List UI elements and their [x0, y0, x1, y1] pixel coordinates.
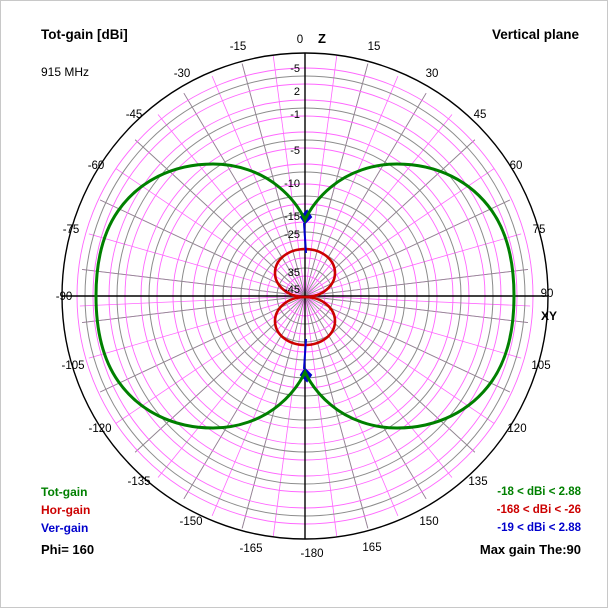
- svg-text:-105: -105: [61, 360, 85, 372]
- legend-ver-gain: Ver-gain: [41, 521, 89, 535]
- xy-axis-label: XY: [541, 309, 558, 323]
- svg-text:-120: -120: [88, 423, 112, 435]
- svg-text:-45: -45: [284, 284, 300, 296]
- svg-text:30: 30: [425, 68, 439, 80]
- phi-label: Phi= 160: [41, 542, 95, 557]
- svg-text:35: 35: [287, 267, 300, 279]
- z-axis-label: Z: [318, 31, 326, 46]
- svg-text:-10: -10: [284, 178, 300, 190]
- svg-text:120: 120: [507, 423, 527, 435]
- legend-tot-gain: Tot-gain: [41, 485, 88, 499]
- svg-text:90: 90: [540, 288, 554, 300]
- svg-text:-30: -30: [173, 68, 191, 80]
- radial-tick-labels: [284, 63, 300, 296]
- svg-text:165: 165: [362, 542, 382, 554]
- svg-text:60: 60: [509, 160, 523, 172]
- svg-text:-15: -15: [229, 41, 247, 53]
- svg-text:105: 105: [531, 360, 551, 372]
- svg-text:135: 135: [468, 476, 488, 488]
- max-gain-label: Max gain The:90: [479, 542, 581, 557]
- svg-text:-165: -165: [239, 543, 263, 555]
- svg-text:-1: -1: [290, 109, 300, 121]
- range-tot-gain: -18 < dBi < 2.88: [497, 486, 581, 498]
- svg-text:-25: -25: [284, 229, 300, 241]
- frequency-label: 915 MHz: [41, 65, 90, 79]
- plane-title: Vertical plane: [491, 27, 579, 42]
- svg-text:2: 2: [293, 86, 300, 98]
- svg-text:0: 0: [296, 34, 304, 46]
- svg-text:-5: -5: [290, 145, 300, 157]
- page-title: Tot-gain [dBi]: [41, 27, 128, 42]
- svg-text:-90: -90: [55, 291, 73, 303]
- svg-text:-60: -60: [87, 160, 105, 172]
- svg-text:45: 45: [473, 109, 487, 121]
- range-hor-gain: -168 < dBi < -26: [496, 504, 581, 516]
- range-ver-gain: -19 < dBi < 2.88: [497, 522, 581, 534]
- svg-text:-5: -5: [290, 63, 300, 75]
- legend-hor-gain: Hor-gain: [41, 503, 91, 517]
- svg-text:-150: -150: [179, 516, 203, 528]
- svg-text:150: 150: [419, 516, 439, 528]
- svg-text:15: 15: [367, 41, 381, 53]
- svg-text:75: 75: [532, 224, 546, 236]
- svg-text:-75: -75: [62, 224, 80, 236]
- polar-chart: [1, 1, 608, 609]
- svg-text:-135: -135: [127, 476, 151, 488]
- svg-text:-15: -15: [284, 211, 300, 223]
- svg-text:-180: -180: [300, 548, 324, 560]
- svg-text:-45: -45: [125, 109, 143, 121]
